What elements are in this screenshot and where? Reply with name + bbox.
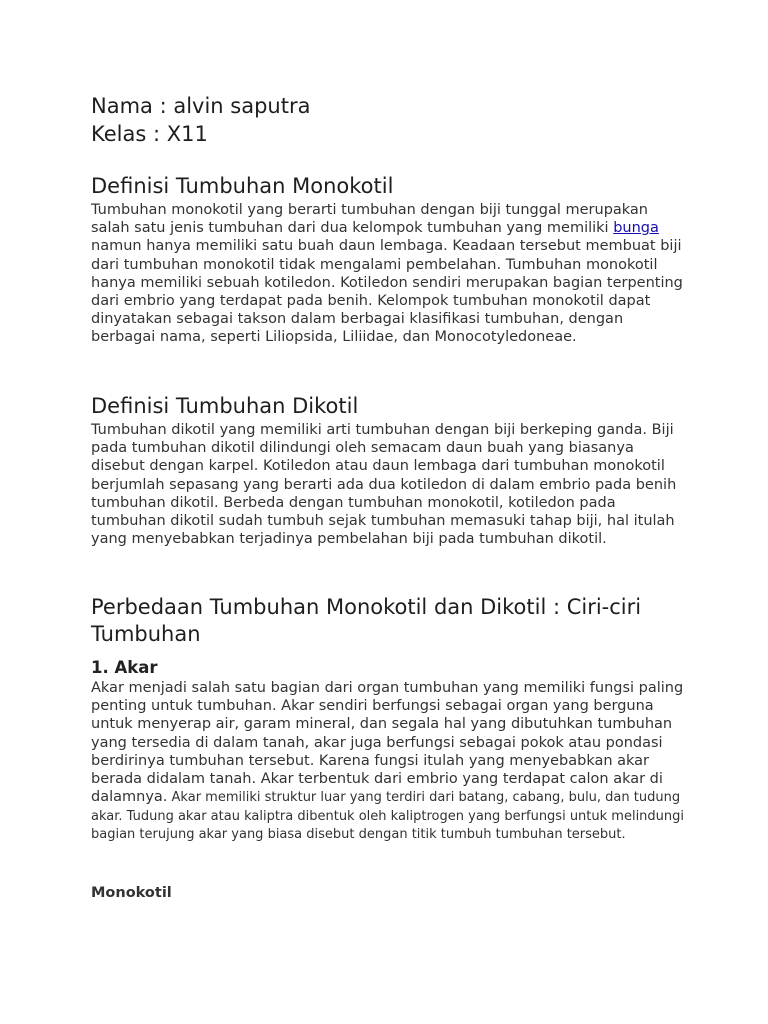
- paragraph-text-part-1: Tumbuhan monokotil yang berarti tumbuhan dengan biji tunggal merupakan salah satu jenis tumbuhan dari dua kelompok tumbuhan yang memiliki: [91, 202, 648, 237]
- akar-text-main: Akar menjadi salah satu bagian dari organ tumbuhan yang memiliki fungsi paling penting untuk tumbuhan. Akar sendiri berfungsi sebagai organ yang berguna untuk menyerap air, garam mineral, dan segala hal yang dibutuhkan tumbuhan yang tersedia di dalam tanah, akar juga berfungsi sebagai pokok atau pondasi berdirinya tumbuhan tersebut. Karena fungsi itulah yang menyebabkan akar berada didalam tanah. Akar terbentuk dari embrio yang terdapat calon akar di dalamnya.: [91, 680, 684, 806]
- paragraph-definisi-monokotil: [91, 201, 691, 347]
- paragraph-akar: [91, 679, 691, 843]
- student-name: Nama : alvin saputra: [91, 94, 311, 118]
- paragraph-definisi-dikotil: Tumbuhan dikotil yang memiliki arti tumbuhan dengan biji berkeping ganda. Biji pada tumbuhan dikotil dilindungi oleh semacam daun buah yang biasanya disebut dengan karpel. Kotiledon atau daun lembaga dari tumbuhan monokotil berjumlah sepasang yang berarti ada dua kotiledon di dalam embrio pada benih tumbuhan dikotil. Berbeda dengan tumbuhan monokotil, kotiledon pada tumbuhan dikotil sudah tumbuh sejak tumbuhan memasuki tahap biji, hal itulah yang menyebabkan terjadinya pembelahan biji pada tumbuhan dikotil.: [91, 422, 677, 548]
- heading-perbedaan: Perbedaan Tumbuhan Monokotil dan Dikotil : Ciri-ciri Tumbuhan: [91, 595, 642, 646]
- heading-definisi-dikotil: Definisi Tumbuhan Dikotil: [91, 394, 359, 418]
- label-monokotil: Monokotil: [91, 885, 172, 901]
- student-class: Kelas : X11: [91, 122, 208, 146]
- subheading-akar: 1. Akar: [91, 658, 158, 677]
- student-info: [91, 92, 310, 148]
- heading-definisi-monokotil: Definisi Tumbuhan Monokotil: [91, 174, 394, 198]
- bunga-link[interactable]: bunga: [613, 220, 659, 237]
- akar-text-small: Akar memiliki struktur luar yang terdiri dari batang, cabang, bulu, dan tudung akar. Tudung akar atau kaliptra dibentuk oleh kaliptrogen yang berfungsi untuk melindungi bagian terujung akar yang biasa disebut dengan titik tumbuh tumbuhan tersebut.: [91, 790, 685, 843]
- paragraph-text-part-2: namun hanya memiliki satu buah daun lembaga. Keadaan tersebut membuat biji dari tumbuhan monokotil tidak mengalami pembelahan. Tumbuhan monokotil hanya memiliki sebuah kotiledon. Kotiledon sendiri merupakan bagian terpenting dari embrio yang terdapat pada benih. Kelompok tumbuhan monokotil dapat dinyatakan sebagai takson dalam berbagai klasifikasi tumbuhan, dengan berbagai nama, seperti Liliopsida, Liliidae, dan Monocotyledoneae.: [91, 238, 683, 346]
